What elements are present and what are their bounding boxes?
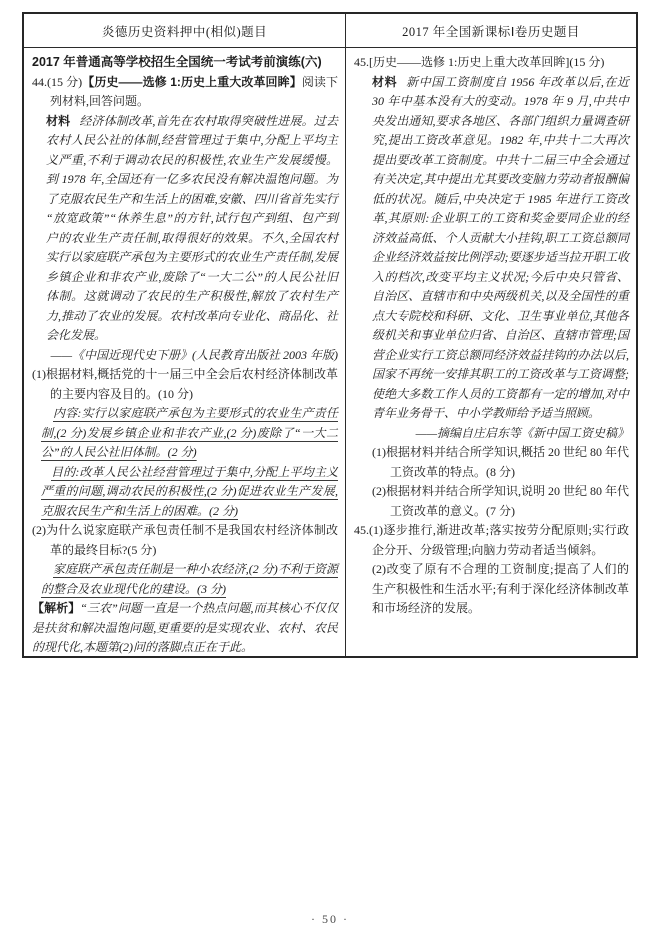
material-source: ——摘编自庄启东等《新中国工资史稿》: [415, 425, 629, 440]
answer-45-1: 45.(1)逐步推行,渐进改革;落实按劳分配原则;实行政企分开、分级管理;向脑力劳动者适当倾斜。: [354, 523, 629, 557]
answer-45-2: (2)改变了原有不合理的工资制度;提高了人们的生产积极性和生活水平;有利于深化经济体制改革和市场经济的发展。: [372, 562, 629, 615]
answer-2: 家庭联产承包责任制是一种小农经济,(2 分)不利于资源的整合及农业现代化的建设。(3 分): [41, 562, 338, 596]
header-cell-source-questions: 炎德历史资料押中(相似)题目: [24, 14, 346, 47]
answer-1-content: 内容:实行以家庭联产承包为主要形式的农业生产责任制,(2 分)发展乡镇企业和非农产业,(2 分)废除了“一大二公”的人民公社旧体制。(2 分): [41, 406, 338, 459]
right-question-cell: [346, 48, 636, 656]
question-45-heading: 45.[历史——选修 1:历史上重大改革回眸](15 分): [354, 55, 605, 69]
exam-title: 2017 年普通高等学校招生全国统一考试考前演练(六): [32, 55, 322, 69]
material-label: 材料: [372, 74, 398, 89]
header-cell-exam-questions: 2017 年全国新课标Ⅰ卷历史题目: [402, 25, 580, 39]
material-paragraph: [46, 112, 338, 346]
left-question-cell: [24, 48, 346, 656]
comparison-table: [22, 12, 638, 658]
question-44-intro: [32, 73, 338, 112]
analysis-text: “三农”问题一直是一个热点问题,而其核心不仅仅是扶贫和解决温饱问题,更重要的是实现农业、农村、农民的现代化,本题第(2)问的落脚点正在于此。: [32, 601, 338, 654]
analysis-paragraph: [32, 599, 338, 658]
sub-question-1: (1)根据材料并结合所学知识,概括 20 世纪 80 年代工资改革的特点。(8 分): [372, 445, 629, 479]
material-source: ——《中国近现代史下册》(人民教育出版社 2003 年版): [50, 347, 338, 362]
page-number: · 50 ·: [311, 912, 349, 926]
material-paragraph: [372, 73, 629, 424]
question-44-topic: 【历史——选修 1:历史上重大改革回眸】: [82, 74, 302, 89]
question-44-number: 44.(15 分): [32, 74, 83, 89]
material-text: 新中国工资制度自 1956 年改革以后,在近 30 年中基本没有大的变动。1978 年 9 月,中共中央发出通知,要求各地区、各部门组织力量调查研究,提出工资改革意见。1982 年,中共十二大再次提出要改革工资制度。中共十二届三中全会通过有关决定,其中提出尤其要改变脑力劳动者报酬偏低的状况。随后,中央决定于 1985 年进行工资改革,其原则:企业职工的工资和奖金要同企业的经济效益高低、个人贡献大小挂钩,职工工资总额同企业经济效益按比例浮动;要逐步适当拉开职工收入的档次,改变平均主义状况;今后中央只管省、自治区、直辖市和中央两级机关,以及全国性的重点大专院校和科研、文化、卫生事业单位,其他各级机关和事业单位归省、自治区、直辖市管理;国营企业实行工资总额同经济效益挂钩的办法以后,国家不再统一安排其职工的工资改革与工资调整;使绝大多数工作人员的工资都有一定的增加,对中青年业务骨干、中小学教师给予适当照顾。: [372, 74, 629, 420]
answer-1-purpose: 目的:改革人民公社经营管理过于集中,分配上平均主义严重的问题,调动农民的积极性,(2 分)促进农业生产发展,克服农民生产和生活上的困难。(2 分): [41, 464, 338, 518]
table-header-row: [24, 14, 636, 48]
material-text: 经济体制改革,首先在农村取得突破性进展。过去农村人民公社的体制,经营管理过于集中,分配上平均主义严重,不利于调动农民的积极性,农业生产发展缓慢。到 1978 年,全国还有一亿多农民没有解决温饱问题。为了克服农民生产和生活上的困难,安徽、四川省首先实行“放宽政策”“休养生息”的方针,试行包产到组、包产到户的农业生产责任制,取得很好的效果。不久,全国农村实行以家庭联产承包为主要形式的农业生产责任制,发展乡镇企业和非农产业,废除了“一大二公”的人民公社旧体制。这就调动了农民的生产积极性,解放了农村生产力,推动了农业的发展。农村改革向专业化、商品化、社会化发展。: [46, 113, 338, 342]
analysis-label: 【解析】: [32, 601, 81, 615]
sub-question-2: (2)根据材料并结合所学知识,说明 20 世纪 80 年代工资改革的意义。(7 分): [372, 484, 629, 518]
question-44-instruction: 阅读下列材料,回答问题。: [50, 74, 338, 108]
sub-question-2: (2)为什么说家庭联产承包责任制不是我国农村经济体制改革的最终目标?(5 分): [32, 523, 338, 557]
sub-question-1: (1)根据材料,概括党的十一届三中全会后农村经济体制改革的主要内容及目的。(10 分): [32, 367, 338, 401]
table-content-row: [24, 48, 636, 656]
material-label: 材料: [46, 113, 71, 128]
